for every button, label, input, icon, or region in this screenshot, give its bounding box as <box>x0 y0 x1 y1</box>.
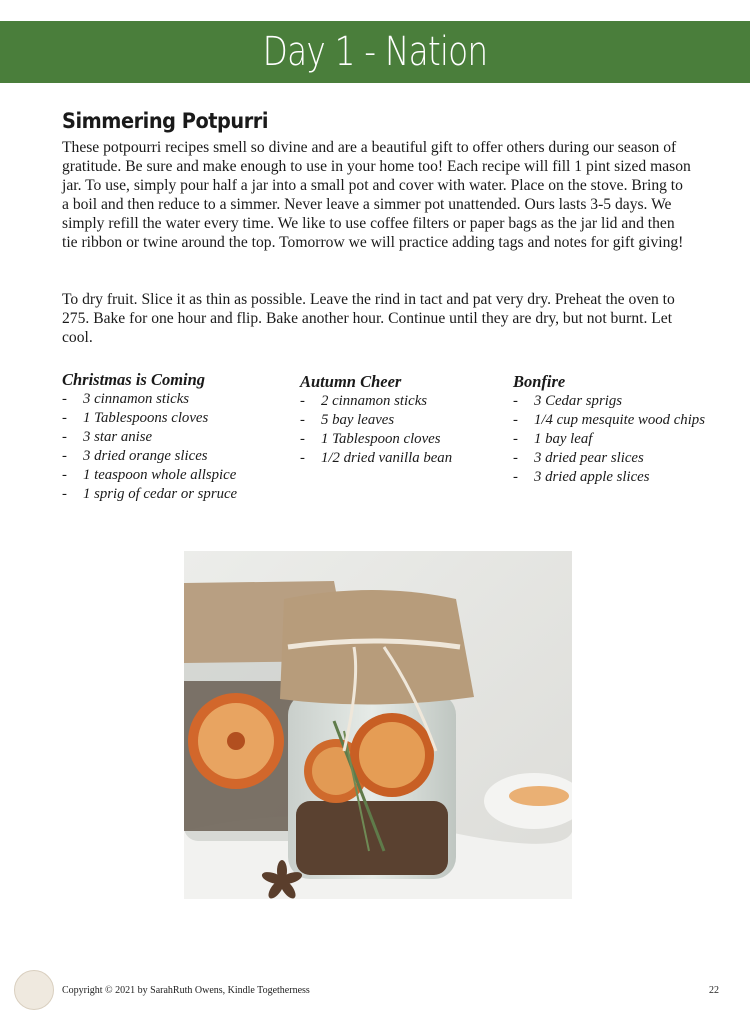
ingredient-item: - 3 Cedar sprigs <box>513 392 705 411</box>
ingredient-list <box>513 392 705 487</box>
kindle-togetherness-logo <box>14 970 54 1010</box>
ingredient-item: - 1/2 dried vanilla bean <box>300 449 452 468</box>
recipe-bonfire <box>513 372 705 487</box>
header-banner <box>0 21 750 83</box>
dry-fruit-paragraph: To dry fruit. Slice it as thin as possible. Leave the rind in tact and pat very dry. Preheat the oven to 275. Bake for one hour and flip. Bake another hour. Continue until they are dry, but not burnt. Let cool. <box>62 291 675 346</box>
recipe-autumn-cheer <box>300 372 452 468</box>
ingredient-item: - 3 star anise <box>62 428 237 447</box>
intro-paragraph: These potpourri recipes smell so divine and are a beautiful gift to offer others during our season of gratitude. Be sure and make enough to use in your home too! Each recipe will fill 1 pint sized mason jar. To use, simply pour half a jar into a small pot and cover with water. Place on the stove. Bring to a boil and then reduce to a simmer. Never leave a simmer pot unattended. Ours lasts 3-5 days. We simply refill the water every time. We like to use coffee filters or paper bags as the jar lid and then tie ribbon or twine around the top. Tomorrow we will practice adding tags and notes for gift giving! <box>62 139 691 251</box>
ingredient-item: - 1 sprig of cedar or spruce <box>62 485 237 504</box>
ingredient-item: - 1 Tablespoons cloves <box>62 409 237 428</box>
ingredient-item: - 3 dried apple slices <box>513 468 705 487</box>
page-title: Day 1 - Nation <box>262 29 488 75</box>
page-number: 22 <box>709 985 719 996</box>
ingredient-item: - 3 dried pear slices <box>513 449 705 468</box>
ingredient-item: - 3 cinnamon sticks <box>62 390 237 409</box>
ingredient-item: - 1 bay leaf <box>513 430 705 449</box>
ingredient-item: - 2 cinnamon sticks <box>300 392 452 411</box>
recipe-title: Autumn Cheer <box>300 372 402 391</box>
recipe-title: Bonfire <box>513 372 566 391</box>
ingredient-item: - 1 teaspoon whole allspice <box>62 466 237 485</box>
ingredient-item: - 1 Tablespoon cloves <box>300 430 452 449</box>
recipe-christmas-is-coming <box>62 370 237 504</box>
ingredient-list <box>300 392 452 468</box>
ingredient-item: - 5 bay leaves <box>300 411 452 430</box>
recipe-title: Christmas is Coming <box>62 370 206 389</box>
ingredient-item: - 3 dried orange slices <box>62 447 237 466</box>
ingredient-list <box>62 390 237 504</box>
ingredient-item: - 1/4 cup mesquite wood chips <box>513 411 705 430</box>
potpourri-jar-photo <box>184 551 572 899</box>
copyright-text: Copyright © 2021 by SarahRuth Owens, Kindle Togetherness <box>62 985 310 996</box>
section-title: Simmering Potpurri <box>62 109 269 133</box>
